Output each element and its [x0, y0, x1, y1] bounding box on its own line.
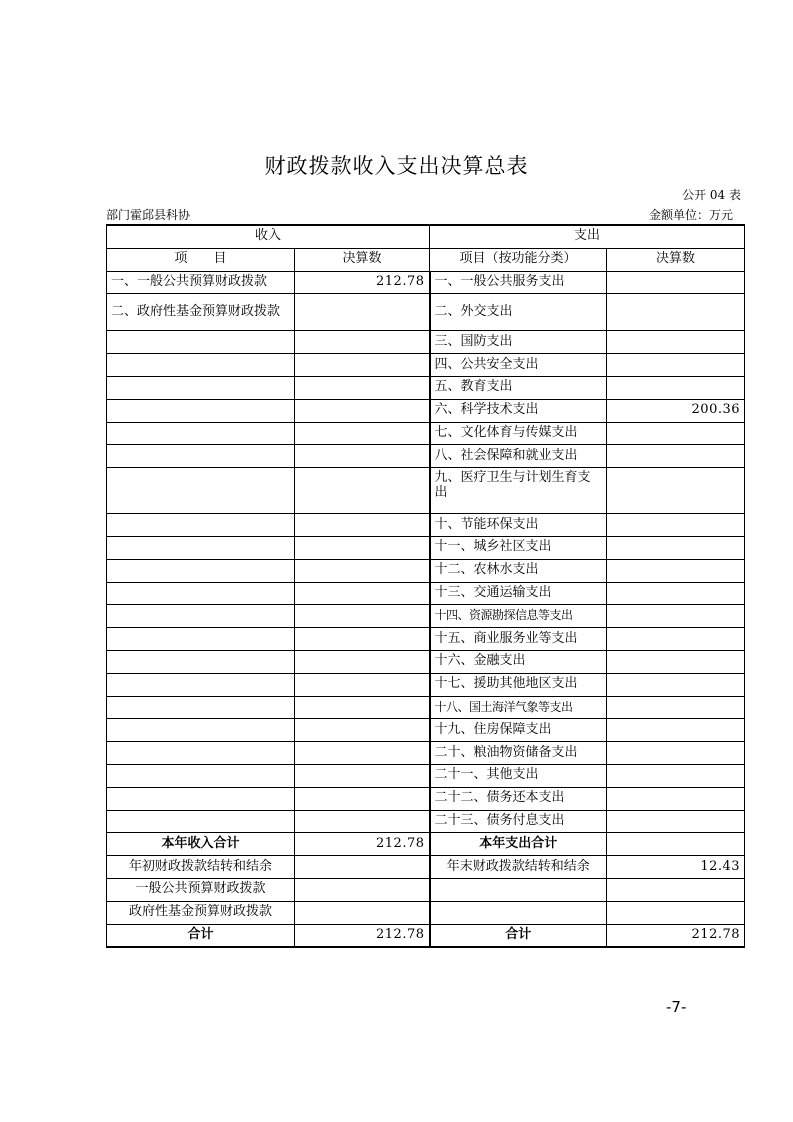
expense-total-label: 本年支出合计	[430, 833, 607, 856]
empty-cell	[607, 878, 745, 901]
grand-total-expense-label: 合计	[430, 924, 607, 947]
expense-amount-cell	[607, 536, 745, 559]
expense-amount-cell	[607, 294, 745, 331]
expense-amount-cell	[607, 764, 745, 787]
expense-amount-cell	[607, 422, 745, 445]
expense-item-cell: 十八、国土海洋气象等支出	[430, 696, 607, 719]
carry-in-general-label: 一般公共预算财政拨款	[107, 878, 295, 901]
expense-item-cell: 十六、金融支出	[430, 650, 607, 673]
table-row	[107, 673, 745, 696]
column-header-row	[107, 248, 745, 271]
income-amount-cell	[295, 536, 430, 559]
page-number: -7-	[666, 998, 687, 1016]
page-title: 财政拨款收入支出决算总表	[264, 154, 529, 178]
income-total-amount: 212.78	[295, 833, 430, 856]
grand-total-income-amount: 212.78	[295, 924, 430, 947]
income-item-cell	[107, 673, 295, 696]
expense-item-cell: 八、社会保障和就业支出	[430, 445, 607, 468]
expense-amount-cell	[607, 810, 745, 833]
income-amount-cell	[295, 294, 430, 331]
income-item-cell	[107, 468, 295, 514]
income-amount-cell	[295, 605, 430, 628]
expense-item-cell: 二十三、债务付息支出	[430, 810, 607, 833]
carry-out-amount: 12.43	[607, 856, 745, 879]
expense-item-cell: 九、医疗卫生与计划生育支出	[430, 468, 607, 514]
income-amount-cell	[295, 787, 430, 810]
table-row	[107, 271, 745, 294]
expense-item-cell: 二、外交支出	[430, 294, 607, 331]
table-row	[107, 650, 745, 673]
expense-amount-cell	[607, 605, 745, 628]
expense-amount-cell	[607, 271, 745, 294]
expense-amount-cell	[607, 742, 745, 765]
expense-amount-column-header: 决算数	[607, 248, 745, 271]
income-amount-cell	[295, 582, 430, 605]
expense-item-cell: 二十、粮油物资储备支出	[430, 742, 607, 765]
carry-in-general-amount	[295, 878, 430, 901]
empty-cell	[430, 878, 607, 901]
table-row	[107, 514, 745, 537]
expense-amount-cell	[607, 650, 745, 673]
table-row	[107, 605, 745, 628]
carry-in-fund-amount	[295, 901, 430, 924]
table-row	[107, 810, 745, 833]
income-item-cell	[107, 810, 295, 833]
department-label: 部门霍邱县科协	[106, 208, 191, 222]
expense-amount-cell	[607, 559, 745, 582]
table-row	[107, 445, 745, 468]
income-amount-cell	[295, 514, 430, 537]
grand-total-expense-amount: 212.78	[607, 924, 745, 947]
expense-item-cell: 四、公共安全支出	[430, 354, 607, 377]
section-header-row	[107, 225, 745, 248]
expense-amount-cell	[607, 331, 745, 354]
table-row	[107, 331, 745, 354]
expense-item-cell: 十四、资源勘探信息等支出	[430, 605, 607, 628]
income-item-cell	[107, 764, 295, 787]
income-amount-cell	[295, 354, 430, 377]
expense-total-amount	[607, 833, 745, 856]
annual-total-row	[107, 833, 745, 856]
income-item-cell	[107, 514, 295, 537]
table-row	[107, 628, 745, 651]
table-row	[107, 582, 745, 605]
expense-amount-cell	[607, 376, 745, 399]
table-row	[107, 559, 745, 582]
expense-item-cell: 三、国防支出	[430, 331, 607, 354]
income-item-cell	[107, 559, 295, 582]
income-item-cell	[107, 605, 295, 628]
expense-amount-cell	[607, 787, 745, 810]
income-item-cell: 二、政府性基金预算财政拨款	[107, 294, 295, 331]
income-item-cell	[107, 696, 295, 719]
fiscal-summary-table	[106, 224, 745, 948]
expense-section-header: 支出	[430, 225, 745, 248]
expense-item-column-header: 项目（按功能分类）	[430, 248, 607, 271]
table-row	[107, 764, 745, 787]
income-amount-cell	[295, 696, 430, 719]
expense-item-cell: 十三、交通运输支出	[430, 582, 607, 605]
income-item-cell	[107, 399, 295, 422]
table-row	[107, 536, 745, 559]
income-item-cell	[107, 422, 295, 445]
form-number: 公开 04 表	[682, 188, 741, 202]
table-row	[107, 742, 745, 765]
expense-amount-cell	[607, 696, 745, 719]
income-item-cell: 一、一般公共预算财政拨款	[107, 271, 295, 294]
income-amount-cell	[295, 445, 430, 468]
expense-amount-cell	[607, 582, 745, 605]
expense-amount-cell	[607, 719, 745, 742]
amount-unit-label: 金额单位：万元	[648, 208, 733, 222]
income-amount-cell	[295, 331, 430, 354]
expense-item-cell: 十九、住房保障支出	[430, 719, 607, 742]
table-row	[107, 354, 745, 377]
expense-item-cell: 十一、城乡社区支出	[430, 536, 607, 559]
carry-in-fund-row	[107, 901, 745, 924]
expense-item-cell: 六、科学技术支出	[430, 399, 607, 422]
carry-in-general-row	[107, 878, 745, 901]
expense-item-cell: 十、节能环保支出	[430, 514, 607, 537]
income-item-cell	[107, 331, 295, 354]
income-total-label: 本年收入合计	[107, 833, 295, 856]
expense-item-cell: 一、一般公共服务支出	[430, 271, 607, 294]
expense-amount-cell	[607, 514, 745, 537]
income-amount-cell	[295, 719, 430, 742]
income-amount-cell	[295, 468, 430, 514]
income-amount-cell	[295, 399, 430, 422]
income-amount-cell	[295, 742, 430, 765]
empty-cell	[430, 901, 607, 924]
income-amount-cell	[295, 559, 430, 582]
table-row	[107, 422, 745, 445]
income-amount-cell	[295, 650, 430, 673]
expense-item-cell: 二十一、其他支出	[430, 764, 607, 787]
income-item-cell	[107, 582, 295, 605]
income-item-cell	[107, 376, 295, 399]
expense-amount-cell: 200.36	[607, 399, 745, 422]
income-item-cell	[107, 536, 295, 559]
expense-item-cell: 二十二、债务还本支出	[430, 787, 607, 810]
expense-item-cell: 十五、商业服务业等支出	[430, 628, 607, 651]
income-item-cell	[107, 742, 295, 765]
expense-amount-cell	[607, 468, 745, 514]
income-item-cell	[107, 628, 295, 651]
expense-item-cell: 五、教育支出	[430, 376, 607, 399]
expense-amount-cell	[607, 628, 745, 651]
income-amount-cell	[295, 764, 430, 787]
income-amount-column-header: 决算数	[295, 248, 430, 271]
expense-item-cell: 七、文化体育与传媒支出	[430, 422, 607, 445]
grand-total-row	[107, 924, 745, 947]
carry-in-amount	[295, 856, 430, 879]
carry-over-row	[107, 856, 745, 879]
carry-out-label: 年末财政拨款结转和结余	[430, 856, 607, 879]
income-section-header: 收入	[107, 225, 430, 248]
income-item-cell	[107, 445, 295, 468]
table-row	[107, 696, 745, 719]
income-item-cell	[107, 787, 295, 810]
expense-amount-cell	[607, 445, 745, 468]
table-row	[107, 468, 745, 514]
income-item-column-header: 项 目	[107, 248, 295, 271]
income-amount-cell	[295, 810, 430, 833]
income-item-cell	[107, 354, 295, 377]
income-amount-cell	[295, 673, 430, 696]
expense-item-cell: 十二、农林水支出	[430, 559, 607, 582]
grand-total-income-label: 合计	[107, 924, 295, 947]
table-row	[107, 294, 745, 331]
table-row	[107, 399, 745, 422]
carry-in-label: 年初财政拨款结转和结余	[107, 856, 295, 879]
income-amount-cell	[295, 422, 430, 445]
expense-item-cell: 十七、援助其他地区支出	[430, 673, 607, 696]
income-amount-cell: 212.78	[295, 271, 430, 294]
income-item-cell	[107, 719, 295, 742]
table-row	[107, 787, 745, 810]
expense-amount-cell	[607, 354, 745, 377]
income-amount-cell	[295, 628, 430, 651]
empty-cell	[607, 901, 745, 924]
expense-amount-cell	[607, 673, 745, 696]
table-row	[107, 719, 745, 742]
carry-in-fund-label: 政府性基金预算财政拨款	[107, 901, 295, 924]
income-item-cell	[107, 650, 295, 673]
table-row	[107, 376, 745, 399]
income-amount-cell	[295, 376, 430, 399]
